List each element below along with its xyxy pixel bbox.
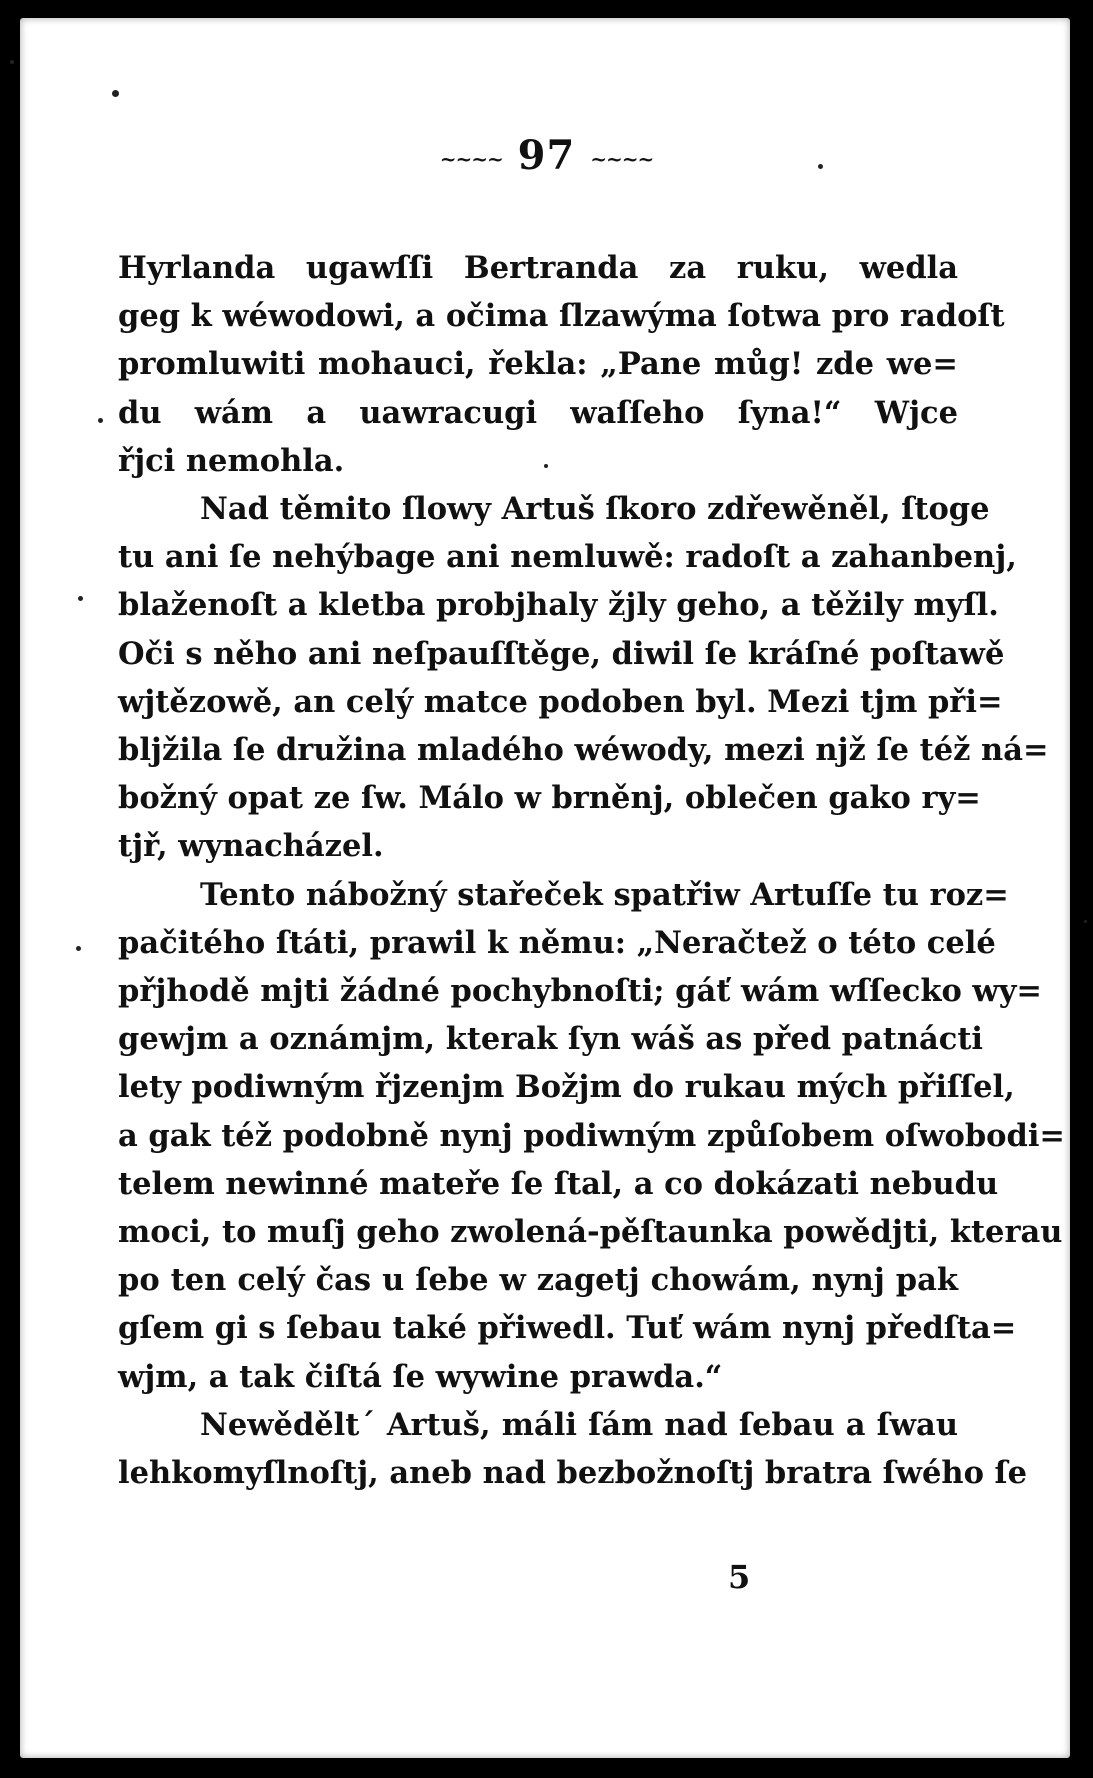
- page-speck: [112, 90, 119, 97]
- text-line: lety podiwným řjzenjm Božjm do rukau mých přiſſel,: [118, 1069, 1015, 1106]
- text-line: wjtězowě, an celý matce podoben byl. Mezi tjm při=: [118, 683, 1003, 720]
- text-line: lehkomyſlnoſtj, aneb nad bezbožnoſtj bratra ſwého ſe: [118, 1455, 1028, 1492]
- scan-speck: [1084, 920, 1087, 923]
- text-line: pačitého ſtáti, prawil k němu: „Neračtež o této celé: [118, 924, 996, 961]
- page-speck: [98, 418, 103, 423]
- text-line: Newěděltˊ Artuš, máli ſám nad ſebau a ſwau: [200, 1406, 958, 1443]
- text-line: geg k wéwodowi, a očima ſlzawýma ſotwa pro radoſt: [118, 298, 1005, 335]
- text-line: a gak též podobně nynj podiwným způſobem oſwobodi=: [118, 1117, 1065, 1154]
- text-line: Tento nábožný stařeček spatřiw Artuſſe tu roz=: [200, 876, 1009, 913]
- text-line: po ten celý čas u ſebe w zagetj chowám, nynj pak: [118, 1262, 958, 1299]
- header-ornament-right: ~~~~: [590, 147, 654, 171]
- page-speck: [76, 946, 81, 951]
- text-line: tu ani ſe nehýbage ani nemluwě: radoſt a zahanbenj,: [118, 539, 1017, 576]
- text-line: gewjm a oznámjm, kterak ſyn wáš as před patnácti: [118, 1021, 984, 1058]
- text-line: řjci nemohla.: [118, 442, 345, 479]
- text-line: bljžila ſe družina mladého wéwody, mezi njž ſe též ná=: [118, 732, 1049, 769]
- page-number: 97: [517, 132, 576, 179]
- text-line: blaženoſt a kletba probjhaly žjly geho, a těžily myſl.: [118, 587, 999, 624]
- text-line: Oči s něho ani neſpauſſtěge, diwil ſe kráſné poſtawě: [118, 635, 1005, 672]
- text-line: božný opat ze ſw. Málo w brněnj, oblečen gako ry=: [118, 780, 981, 817]
- text-line: telem newinné mateře ſe ſtal, a co dokázati nebudu: [118, 1165, 999, 1202]
- text-line: přjhodě mjti žádné pochybnoſti; gáť wám wſſecko wy=: [118, 973, 1042, 1010]
- body-text: [118, 244, 1065, 1497]
- header-ornament-left: ~~~~: [439, 147, 503, 171]
- text-line: moci, to muſj geho zwolená-pěſtaunka powědjti, kterau: [118, 1214, 1063, 1251]
- text-line: wjm, a tak čiſtá ſe wywine prawda.“: [118, 1358, 723, 1395]
- text-line: Hyrlanda ugawſſi Bertranda za ruku, wedla: [118, 250, 958, 286]
- text-line: du wám a uawracugi waſſeho ſyna!“ Wjce: [118, 394, 958, 431]
- text-line: promluwiti mohauci, řekla: „Pane můg! zde we=: [118, 346, 958, 383]
- signature-mark: 5: [728, 1558, 751, 1596]
- scan-speck: [10, 60, 14, 64]
- text-line: tjř, wynacházel.: [118, 828, 384, 865]
- page-speck: [78, 596, 83, 601]
- page-header: [0, 132, 1093, 179]
- text-line: gſem gi s ſebau také přiwedl. Tuť wám nynj předſta=: [118, 1310, 1017, 1347]
- text-line: Nad těmito ſlowy Artuš ſkoro zdřewěněl, ſtoge: [200, 491, 990, 528]
